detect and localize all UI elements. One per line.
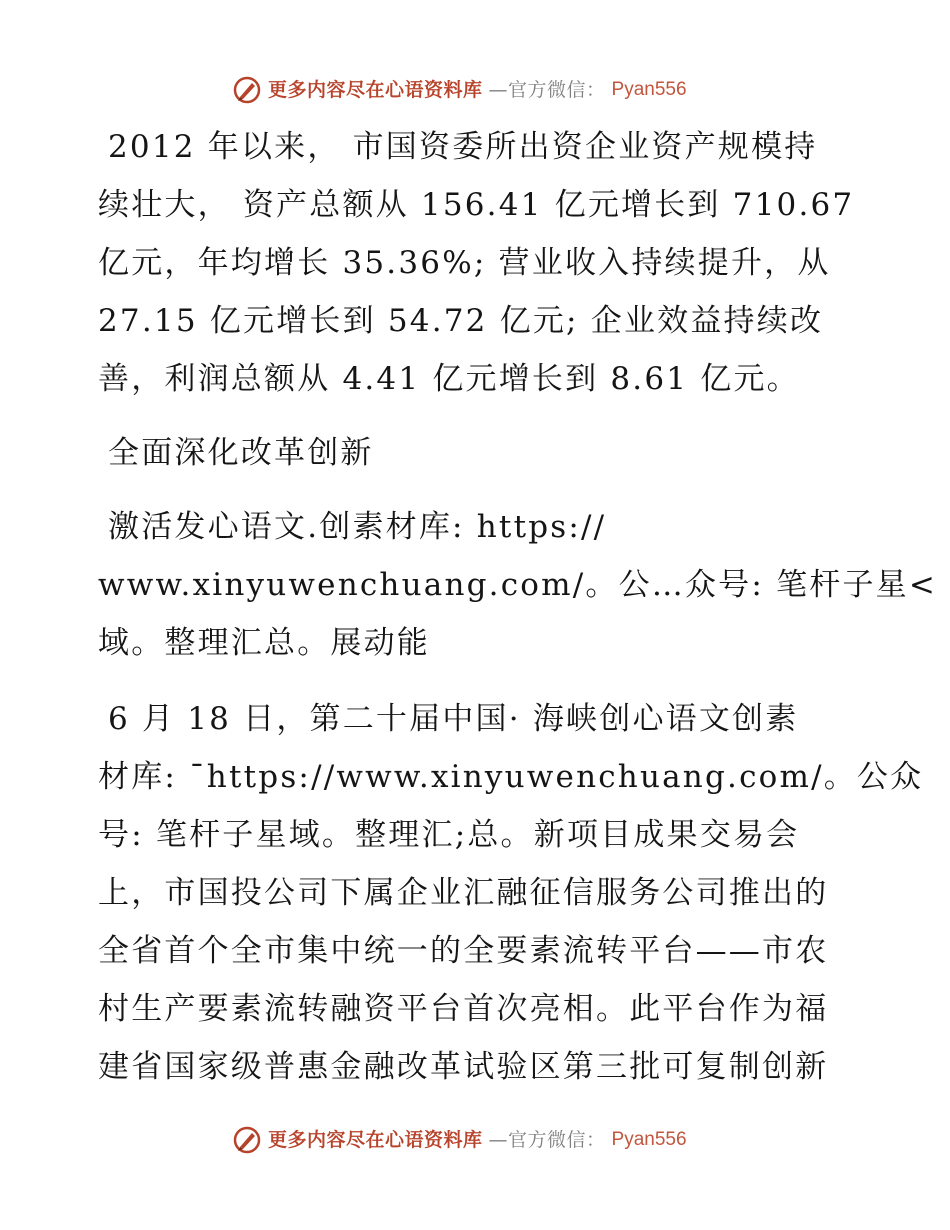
- text-line: 2012 年以来， 市国资委所出资企业资产规模持: [108, 129, 818, 165]
- text-line: 材库: ¯https://www.xinyuwenchuang.com/。公众: [98, 759, 924, 795]
- watermark-wechat-id: Pyan556: [611, 1129, 687, 1150]
- text-line: 27.15 亿元增长到 54.72 亿元; 企业效益持续改: [98, 303, 824, 339]
- footer-watermark: [232, 1125, 687, 1155]
- pen-logo-icon: [232, 75, 262, 105]
- header-watermark: [232, 75, 687, 105]
- text-line: www.xinyuwenchuang.com/。公…众号: 笔杆子星<: [98, 567, 938, 603]
- text-line: 善，利润总额从 4.41 亿元增长到 8.61 亿元。: [98, 361, 800, 397]
- pen-logo-icon: [232, 1125, 262, 1155]
- text-line: 激活发心语文.创素材库: https://: [108, 509, 607, 545]
- text-line: 全省首个全市集中统一的全要素流转平台——市农: [98, 933, 829, 969]
- text-line: 建省国家级普惠金融改革试验区第三批可复制创新: [98, 1049, 829, 1085]
- text-line: 续壮大， 资产总额从 156.41 亿元增长到 710.67: [98, 187, 855, 223]
- watermark-site-text: 更多内容尽在心语资料库: [268, 79, 483, 101]
- text-line: 域。整理汇总。展动能: [98, 625, 430, 661]
- text-line: 亿元，年均增长 35.36%; 营业收入持续提升，从: [98, 245, 831, 281]
- paragraph-assets: [98, 118, 858, 408]
- text-line: 号: 笔杆子星域。整理汇;总。新项目成果交易会: [98, 817, 800, 853]
- heading-text: 全面深化改革创新: [108, 435, 374, 471]
- watermark-wechat-id: Pyan556: [611, 79, 687, 100]
- watermark-wechat-label: —官方微信：: [488, 1129, 606, 1151]
- watermark-wechat-label: —官方微信：: [488, 79, 606, 101]
- watermark-site-text: 更多内容尽在心语资料库: [268, 1129, 483, 1151]
- paragraph-source-note: [98, 498, 938, 672]
- text-line: 6 月 18 日，第二十届中国· 海峡创心语文创素: [108, 701, 799, 737]
- text-line: 上，市国投公司下属企业汇融征信服务公司推出的: [98, 875, 829, 911]
- paragraph-platform: [98, 690, 924, 1096]
- section-heading: [98, 424, 858, 482]
- text-line: 村生产要素流转融资平台首次亮相。此平台作为福: [98, 991, 829, 1027]
